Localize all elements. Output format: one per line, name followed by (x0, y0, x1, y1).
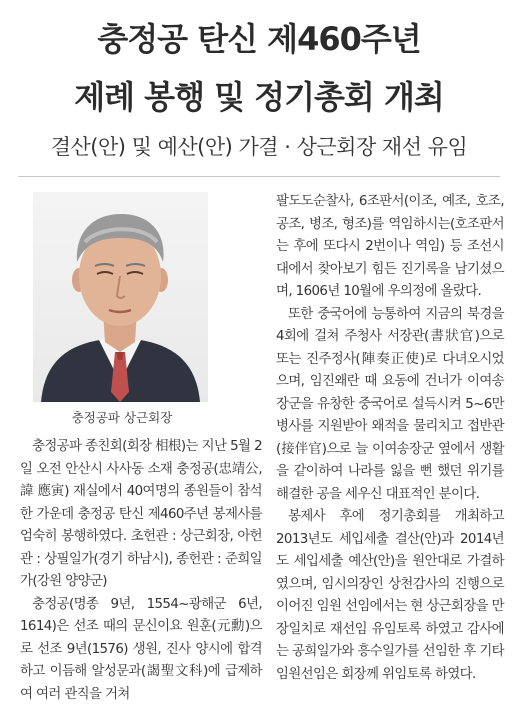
portrait-photo (33, 192, 208, 402)
header-divider (18, 176, 500, 177)
headline-line-1: 충정공 탄신 제460주년 (97, 20, 421, 58)
paragraph: 충정공(명종 9년, 1554~광해군 6년, 1614)은 선조 때의 문신이요 원훈(元勳)으로 선조 9년(1576) 생원, 진사 양시에 합격하고 이듬해 알성문과(謁聖文科)에 급제하여 여러 관직을 거쳐 (20, 596, 262, 702)
article-column-right (276, 191, 504, 686)
paragraph: 팔도도순찰사, 6조판서(이조, 예조, 호조, 공조, 병조, 형조)를 역임하시는(호조판서는 후에 또다시 2번이나 역임) 등 조선시대에서 찾아보기 힘든 진기록을 남기셨으며, 1606년 10월에 우의정에 올랐다. (276, 194, 504, 299)
headline-line-2: 제례 봉행 및 정기총회 개최 (74, 78, 444, 116)
article-column-left (20, 436, 262, 706)
paragraph: 충정공파 종친회(회장 相根)는 지난 5월 2일 오전 안산시 사사동 소재 충정공(忠靖公, 諱 應寅) 재실에서 40여명의 종원들이 참석한 가운데 충정공 탄신 제460주년 봉제사를 엄숙히 봉행하였다. 초헌관 : 상근회장, 아헌관 : 상필일가(경기 하남시), 종헌관 : 준희일가(강원 양양군) (20, 439, 262, 589)
paragraph: 봉제사 후에 정기총회를 개최하고 2013년도 세입세출 결산(안)과 2014년도 세입세출 예산(안)을 원안대로 가결하였으며, 임시의장인 상천감사의 진행으로 이어진 임원 선임에서는 현 상근회장을 만장일치로 재선임 유임토록 하였고 감사에는 공희일가와 흥수일가를 선임한 후 기타 임원선임은 회장께 위임토록 하였다. (276, 509, 504, 682)
photo-caption: 충정공파 상근회장 (71, 410, 173, 425)
paragraph: 또한 중국어에 능통하여 지금의 북경을 4회에 걸쳐 주청사 서장관(書狀官)으로 또는 진주정사(陣奏正使)로 다녀오시었으며, 임진왜란 때 요동에 건너가 이여송장군을 유창한 중국어로 설득시켜 5~6만 병사를 지원받아 왜적을 물리치고 접반관(接伴官)으로 늘 이여송장군 옆에서 생활을 같이하여 나라를 잃을 뻔 했던 위기를 해결한 공을 세우신 대표적인 분이다. (276, 306, 504, 502)
portrait-illustration (33, 192, 208, 402)
subtitle: 결산(안) 및 예산(안) 가결 · 상근회장 재선 유임 (50, 135, 468, 159)
